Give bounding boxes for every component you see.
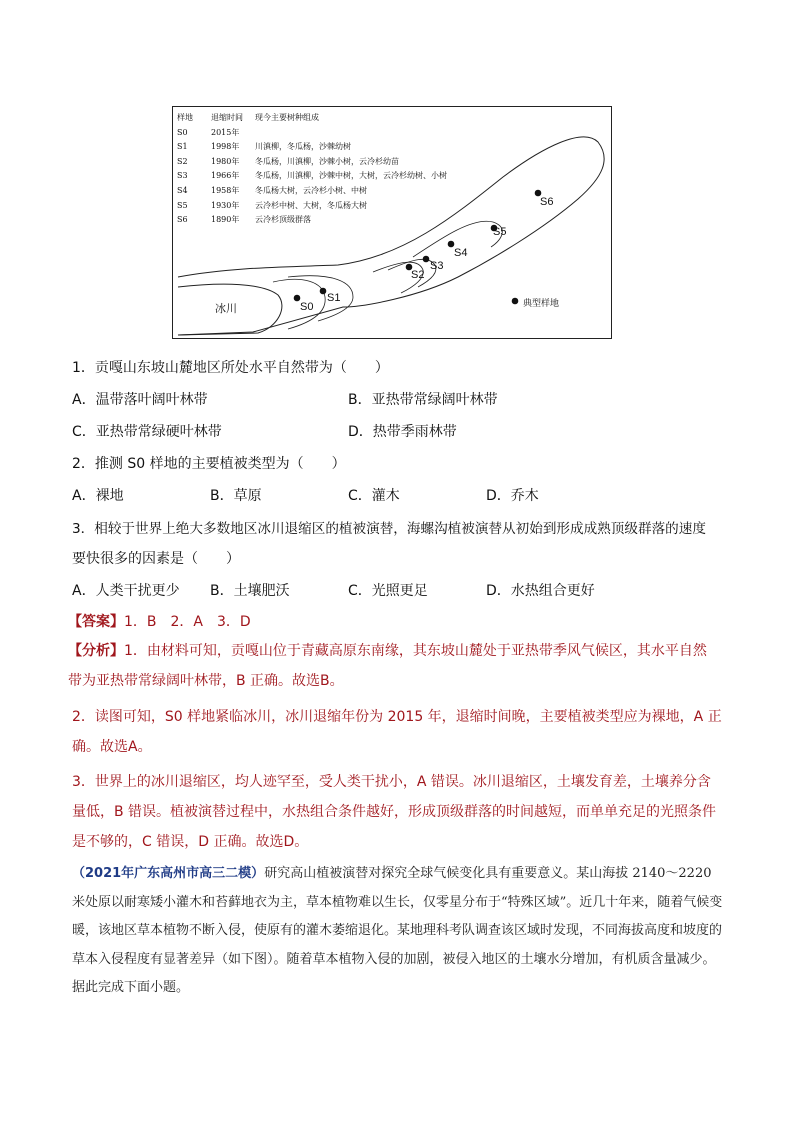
q3-option-d: D．水热组合更好 bbox=[486, 583, 595, 599]
q1-option-d: D．热带季雨林带 bbox=[348, 424, 457, 440]
q1-option-b: B．亚热带常绿阔叶林带 bbox=[348, 392, 498, 408]
table-cell: 川滇柳，冬瓜杨，沙棘幼树 bbox=[255, 142, 351, 152]
table-cell: S6 bbox=[177, 215, 188, 225]
q2-option-b: B．草原 bbox=[210, 488, 262, 504]
table-cell: 1930年 bbox=[211, 200, 240, 210]
analysis-p1 bbox=[68, 636, 718, 696]
table-header-cell: 现今主要树种组成 bbox=[255, 113, 319, 122]
analysis-text-1: 1．由材料可知，贡嘎山位于青藏高原东南缘，其东坡山麓处于亚热带季风气候区，其水平自然带为亚热带常绿阔叶林带，B 正确。故选B。 bbox=[68, 643, 707, 689]
site-s1-dot bbox=[320, 288, 327, 295]
table-cell: 冬瓜杨，川滇柳，沙棘中树，大树，云冷杉幼树、小树 bbox=[255, 171, 447, 181]
legend-dot bbox=[512, 298, 519, 305]
table-cell: 云冷杉顶级群落 bbox=[255, 215, 311, 225]
site-label-s5: S5 bbox=[493, 226, 507, 238]
legend-label: 典型样地 bbox=[523, 299, 560, 309]
table-cell: S5 bbox=[177, 200, 188, 210]
analysis-p2: 2．读图可知，S0 样地紧临冰川，冰川退缩年份为 2015 年，退缩时间晚，主要植被类型应为裸地，A 正确。故选A。 bbox=[72, 709, 722, 755]
site-label-s3: S3 bbox=[430, 260, 444, 272]
table-cell: S0 bbox=[177, 127, 188, 137]
q2-option-a: A．裸地 bbox=[72, 488, 124, 504]
table-header bbox=[177, 111, 447, 126]
site-label-s4: S4 bbox=[454, 247, 468, 259]
table-cell: 1998年 bbox=[211, 142, 240, 152]
answer-tag: 【答案】 bbox=[68, 614, 124, 630]
table-cell: 1958年 bbox=[211, 185, 240, 195]
table-cell: S2 bbox=[177, 156, 188, 166]
answer-line bbox=[68, 611, 251, 631]
table-cell: 云冷杉中树、大树，冬瓜杨大树 bbox=[255, 200, 367, 210]
site-label-s6: S6 bbox=[540, 196, 554, 208]
q3-stem-line1: 3．相较于世界上绝大多数地区冰川退缩区的植被演替，海螺沟植被演替从初始到形成成熟顶级群落的速度 bbox=[72, 521, 706, 537]
table-cell: 冬瓜杨大树，云冷杉小树、中树 bbox=[255, 185, 367, 195]
material-paragraph bbox=[72, 860, 724, 1003]
table-row bbox=[177, 169, 447, 184]
q2-option-c: C．灌木 bbox=[348, 488, 400, 504]
site-label-s0: S0 bbox=[300, 301, 314, 313]
site-s3-dot bbox=[423, 256, 430, 263]
analysis-p3: 3．世界上的冰川退缩区，均人迹罕至，受人类干扰小，A 错误。冰川退缩区，土壤发育差，土壤养分含量低，B 错误。植被演替过程中，水热组合条件越好，形成顶级群落的时间越短，而单单充足的光照条件是不够的，C 错误，D 正确。故选D。 bbox=[72, 774, 717, 850]
table-cell: S3 bbox=[177, 171, 188, 181]
q2-stem: 2．推测 S0 样地的主要植被类型为（ ） bbox=[72, 456, 346, 472]
table-row bbox=[177, 126, 447, 141]
table-row bbox=[177, 184, 447, 199]
table-row bbox=[177, 155, 447, 170]
table-row bbox=[177, 199, 447, 214]
table-cell: 1890年 bbox=[211, 215, 240, 225]
table-row bbox=[177, 140, 447, 155]
glacier-retreat-figure bbox=[172, 106, 612, 339]
q3-option-a: A．人类干扰更少 bbox=[72, 583, 180, 599]
table-cell: S4 bbox=[177, 185, 188, 195]
answer-text: 1．B 2．A 3．D bbox=[124, 614, 251, 630]
table-cell: 冬瓜杨，川滇柳，沙棘小树，云冷杉幼苗 bbox=[255, 156, 399, 166]
table-cell: 2015年 bbox=[211, 127, 240, 137]
q1-stem: 1．贡嘎山东坡山麓地区所处水平自然带为（ ） bbox=[72, 360, 389, 376]
q2-option-d: D．乔木 bbox=[486, 488, 539, 504]
table-row bbox=[177, 213, 447, 228]
retreat-table bbox=[177, 111, 447, 228]
q1-option-a: A．温带落叶阔叶林带 bbox=[72, 392, 208, 408]
glacier-label: 冰川 bbox=[215, 302, 237, 315]
q3-option-b: B．土壤肥沃 bbox=[210, 583, 290, 599]
analysis-tag: 【分析】 bbox=[68, 643, 124, 659]
table-header-cell: 样地 bbox=[177, 113, 193, 122]
material-text: 研究高山植被演替对探究全球气候变化具有重要意义。某山海拔 2140～2220 米处原以耐寒矮小灌木和苔藓地衣为主，草本植物难以生长，仅零星分布于“特殊区域”。近几十年来，随着气候变暖，该地区草本植物不断入侵，使原有的灌木萎缩退化。某地理科考队调查该区域时发现，不同海拔高度和坡度的草本入侵程度有显著差异（如下图）。随着草本植物入侵的加剧，被侵入地区的土壤水分增加，有机质含量减少。据此完成下面小题。 bbox=[72, 866, 723, 995]
table-cell: 1980年 bbox=[211, 156, 240, 166]
q3-option-c: C．光照更足 bbox=[348, 583, 428, 599]
table-cell: S1 bbox=[177, 142, 188, 152]
q1-option-c: C．亚热带常绿硬叶林带 bbox=[72, 424, 222, 440]
table-cell: 1966年 bbox=[211, 171, 240, 181]
site-label-s1: S1 bbox=[327, 292, 341, 304]
table-header-cell: 退缩时间 bbox=[211, 113, 243, 122]
site-label-s2: S2 bbox=[411, 269, 425, 281]
q3-stem-line2: 要快很多的因素是（ ） bbox=[72, 551, 240, 567]
material-source: （2021年广东高州市高三二模） bbox=[72, 866, 265, 881]
